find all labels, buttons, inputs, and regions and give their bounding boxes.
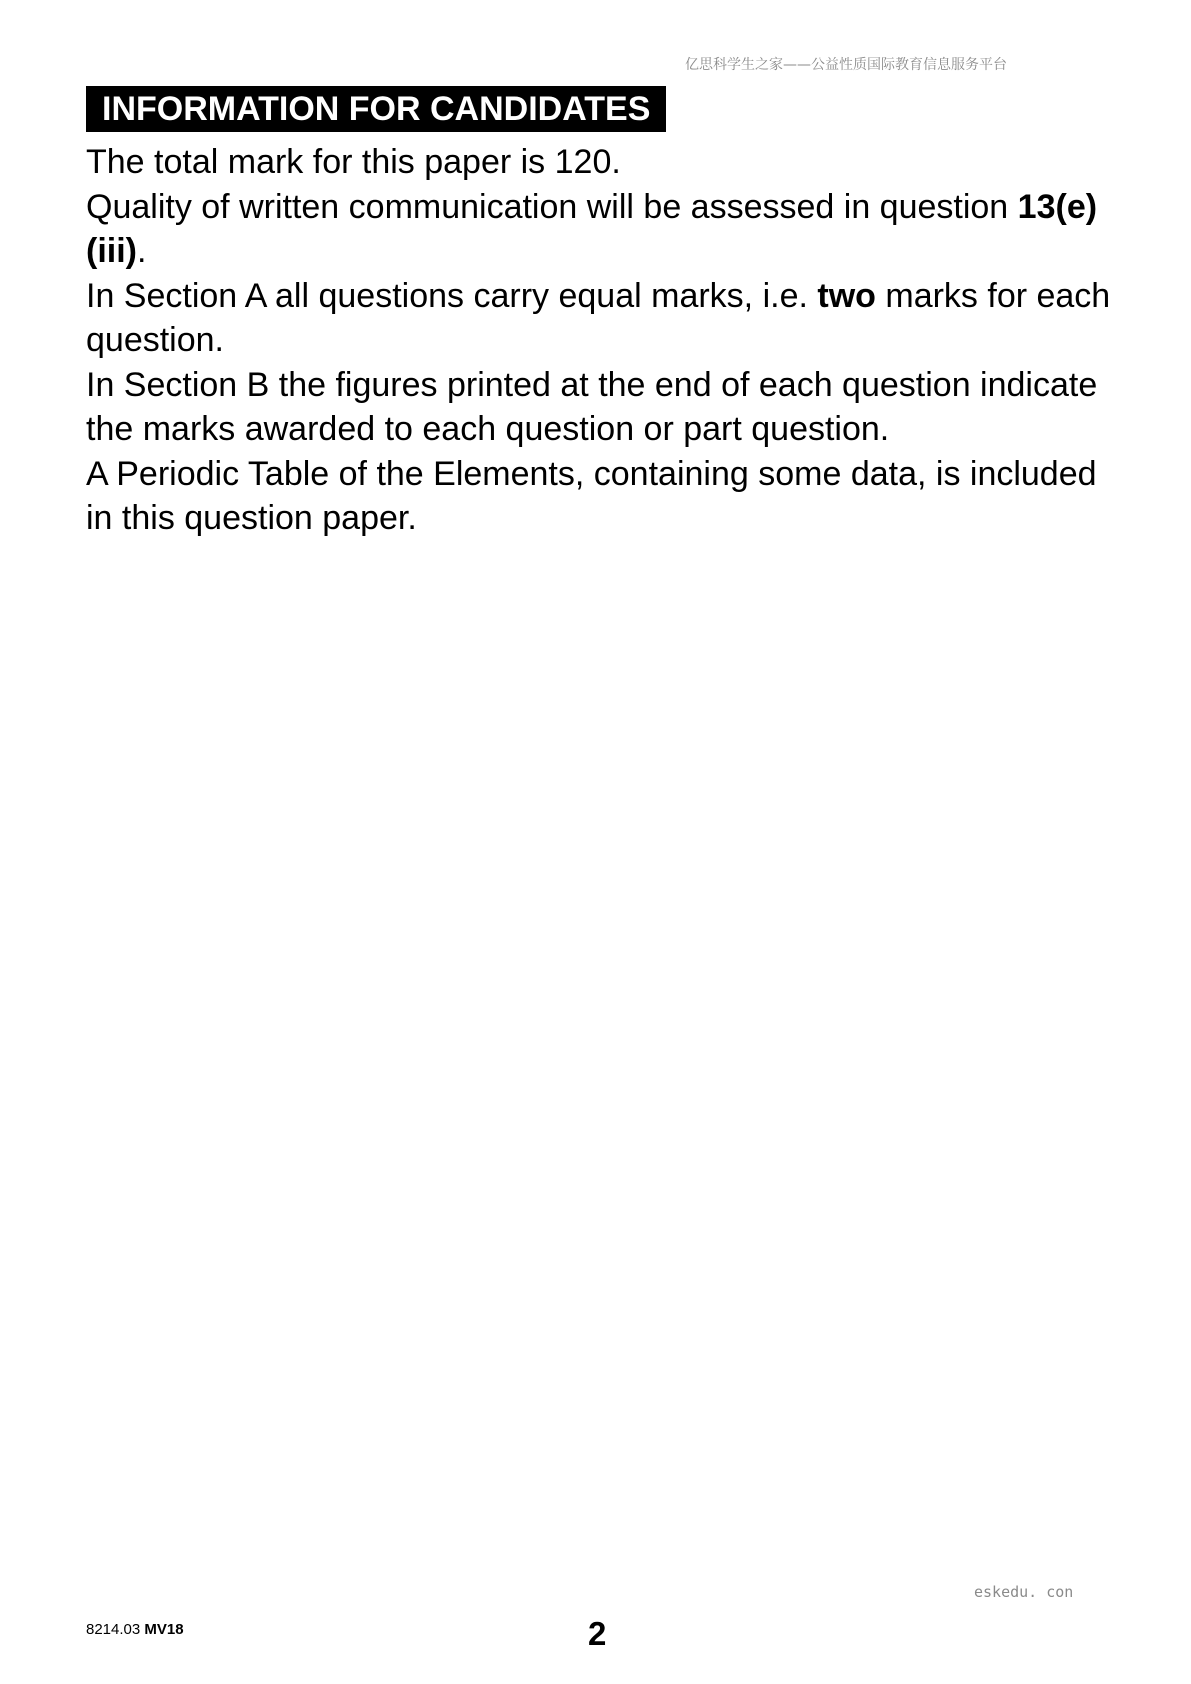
- paper-number: 8214.03: [86, 1621, 141, 1638]
- paper-version: MV18: [144, 1621, 184, 1638]
- section-a-line: [86, 274, 1126, 363]
- information-text: [86, 140, 1126, 541]
- page-number: 2: [588, 1615, 607, 1652]
- section-b-line: In Section B the figures printed at the end of each question indicate the marks awarded to each question or part question.: [86, 365, 1098, 448]
- paper-code: [86, 1621, 184, 1638]
- watermark-bottom: eskedu. con: [974, 1583, 1074, 1601]
- qwc-prefix: Quality of written communication will be assessed in question: [86, 187, 1018, 226]
- section-a-marks: two: [817, 276, 876, 315]
- qwc-suffix: .: [136, 232, 147, 270]
- watermark-top: 亿思科学生之家——公益性质国际教育信息服务平台: [685, 57, 1007, 73]
- section-a-prefix: In Section A all questions carry equal marks, i.e.: [86, 276, 818, 315]
- qwc-question-ref: 13(e)(iii): [86, 187, 1098, 270]
- periodic-table-line: A Periodic Table of the Elements, containing some data, is included in this question paper.: [86, 454, 1097, 537]
- qwc-line: [86, 185, 1126, 274]
- section-heading: INFORMATION FOR CANDIDATES: [86, 86, 666, 132]
- section-a-suffix: marks for each question.: [86, 276, 1111, 359]
- total-mark-line: The total mark for this paper is 120.: [86, 143, 621, 181]
